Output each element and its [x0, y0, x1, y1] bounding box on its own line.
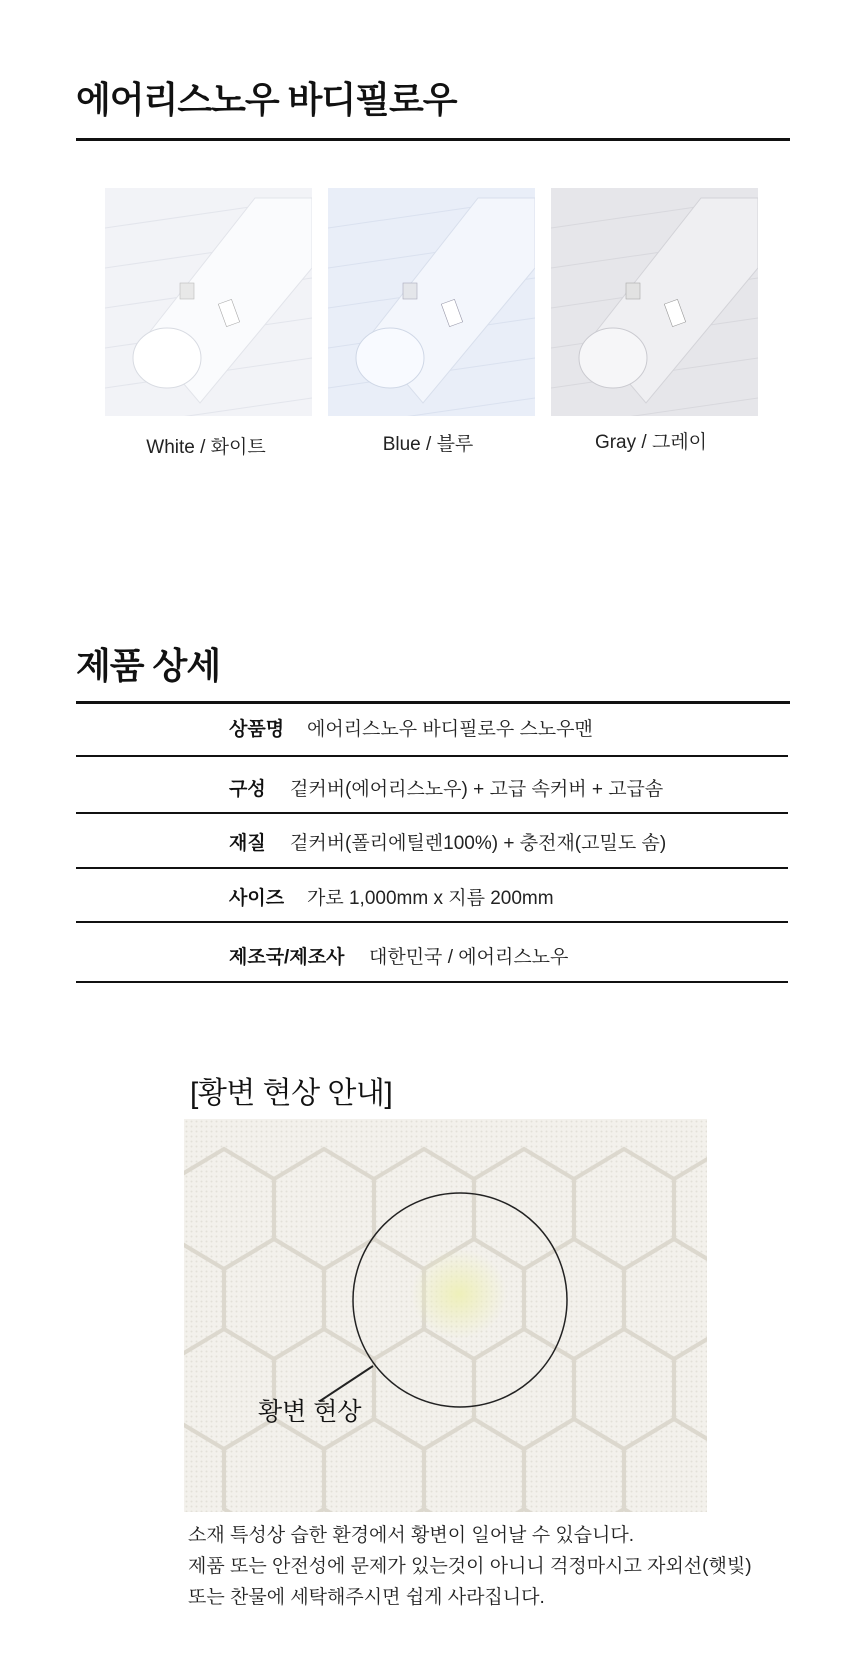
divider: [76, 867, 788, 869]
color-label-gray: Gray / 그레이: [594, 432, 708, 453]
notice-text-line-2: 제품 또는 안전성에 문제가 있는것이 아니니 걱정마시고 자외선(햇빛): [188, 1556, 752, 1577]
spec-value-product-name: 에어리스노우 바디필로우 스노우맨: [307, 719, 593, 740]
spec-key-composition: 구성: [229, 779, 266, 800]
color-label-white: White / 화이트: [146, 437, 266, 458]
notice-title: [황변 현상 안내]: [190, 1077, 393, 1110]
divider: [76, 755, 788, 757]
product-title: 에어리스노우 바디필로우: [76, 79, 457, 120]
notice-text-line-1: 소재 특성상 습한 환경에서 황변이 일어날 수 있습니다.: [188, 1525, 635, 1546]
divider: [76, 138, 790, 141]
divider: [76, 981, 788, 983]
spec-key-product-name: 상품명: [229, 719, 285, 740]
divider: [76, 701, 790, 704]
spec-key-size: 사이즈: [229, 888, 285, 909]
yellowing-callout-label: 황변 현상: [258, 1398, 362, 1426]
spec-key-manufacturer: 제조국/제조사: [229, 947, 345, 968]
notice-text-line-3: 또는 찬물에 세탁해주시면 쉽게 사라집니다.: [188, 1587, 545, 1608]
fabric-closeup-image: [184, 1119, 707, 1512]
color-swatch-white-image[interactable]: [105, 188, 312, 416]
spec-key-material: 재질: [229, 833, 266, 854]
color-swatch-gray-image[interactable]: [551, 188, 758, 416]
spec-value-size: 가로 1,000mm x 지름 200mm: [307, 888, 554, 909]
details-title: 제품 상세: [76, 645, 221, 686]
spec-value-composition: 겉커버(에어리스노우) + 고급 속커버 + 고급솜: [290, 779, 664, 800]
spec-value-material: 겉커버(폴리에틸렌100%) + 충전재(고밀도 솜): [290, 833, 667, 854]
color-swatch-blue-image[interactable]: [328, 188, 535, 416]
divider: [76, 921, 788, 923]
divider: [76, 812, 788, 814]
color-label-blue: Blue / 블루: [382, 434, 474, 455]
spec-value-manufacturer: 대한민국 / 에어리스노우: [369, 947, 569, 968]
